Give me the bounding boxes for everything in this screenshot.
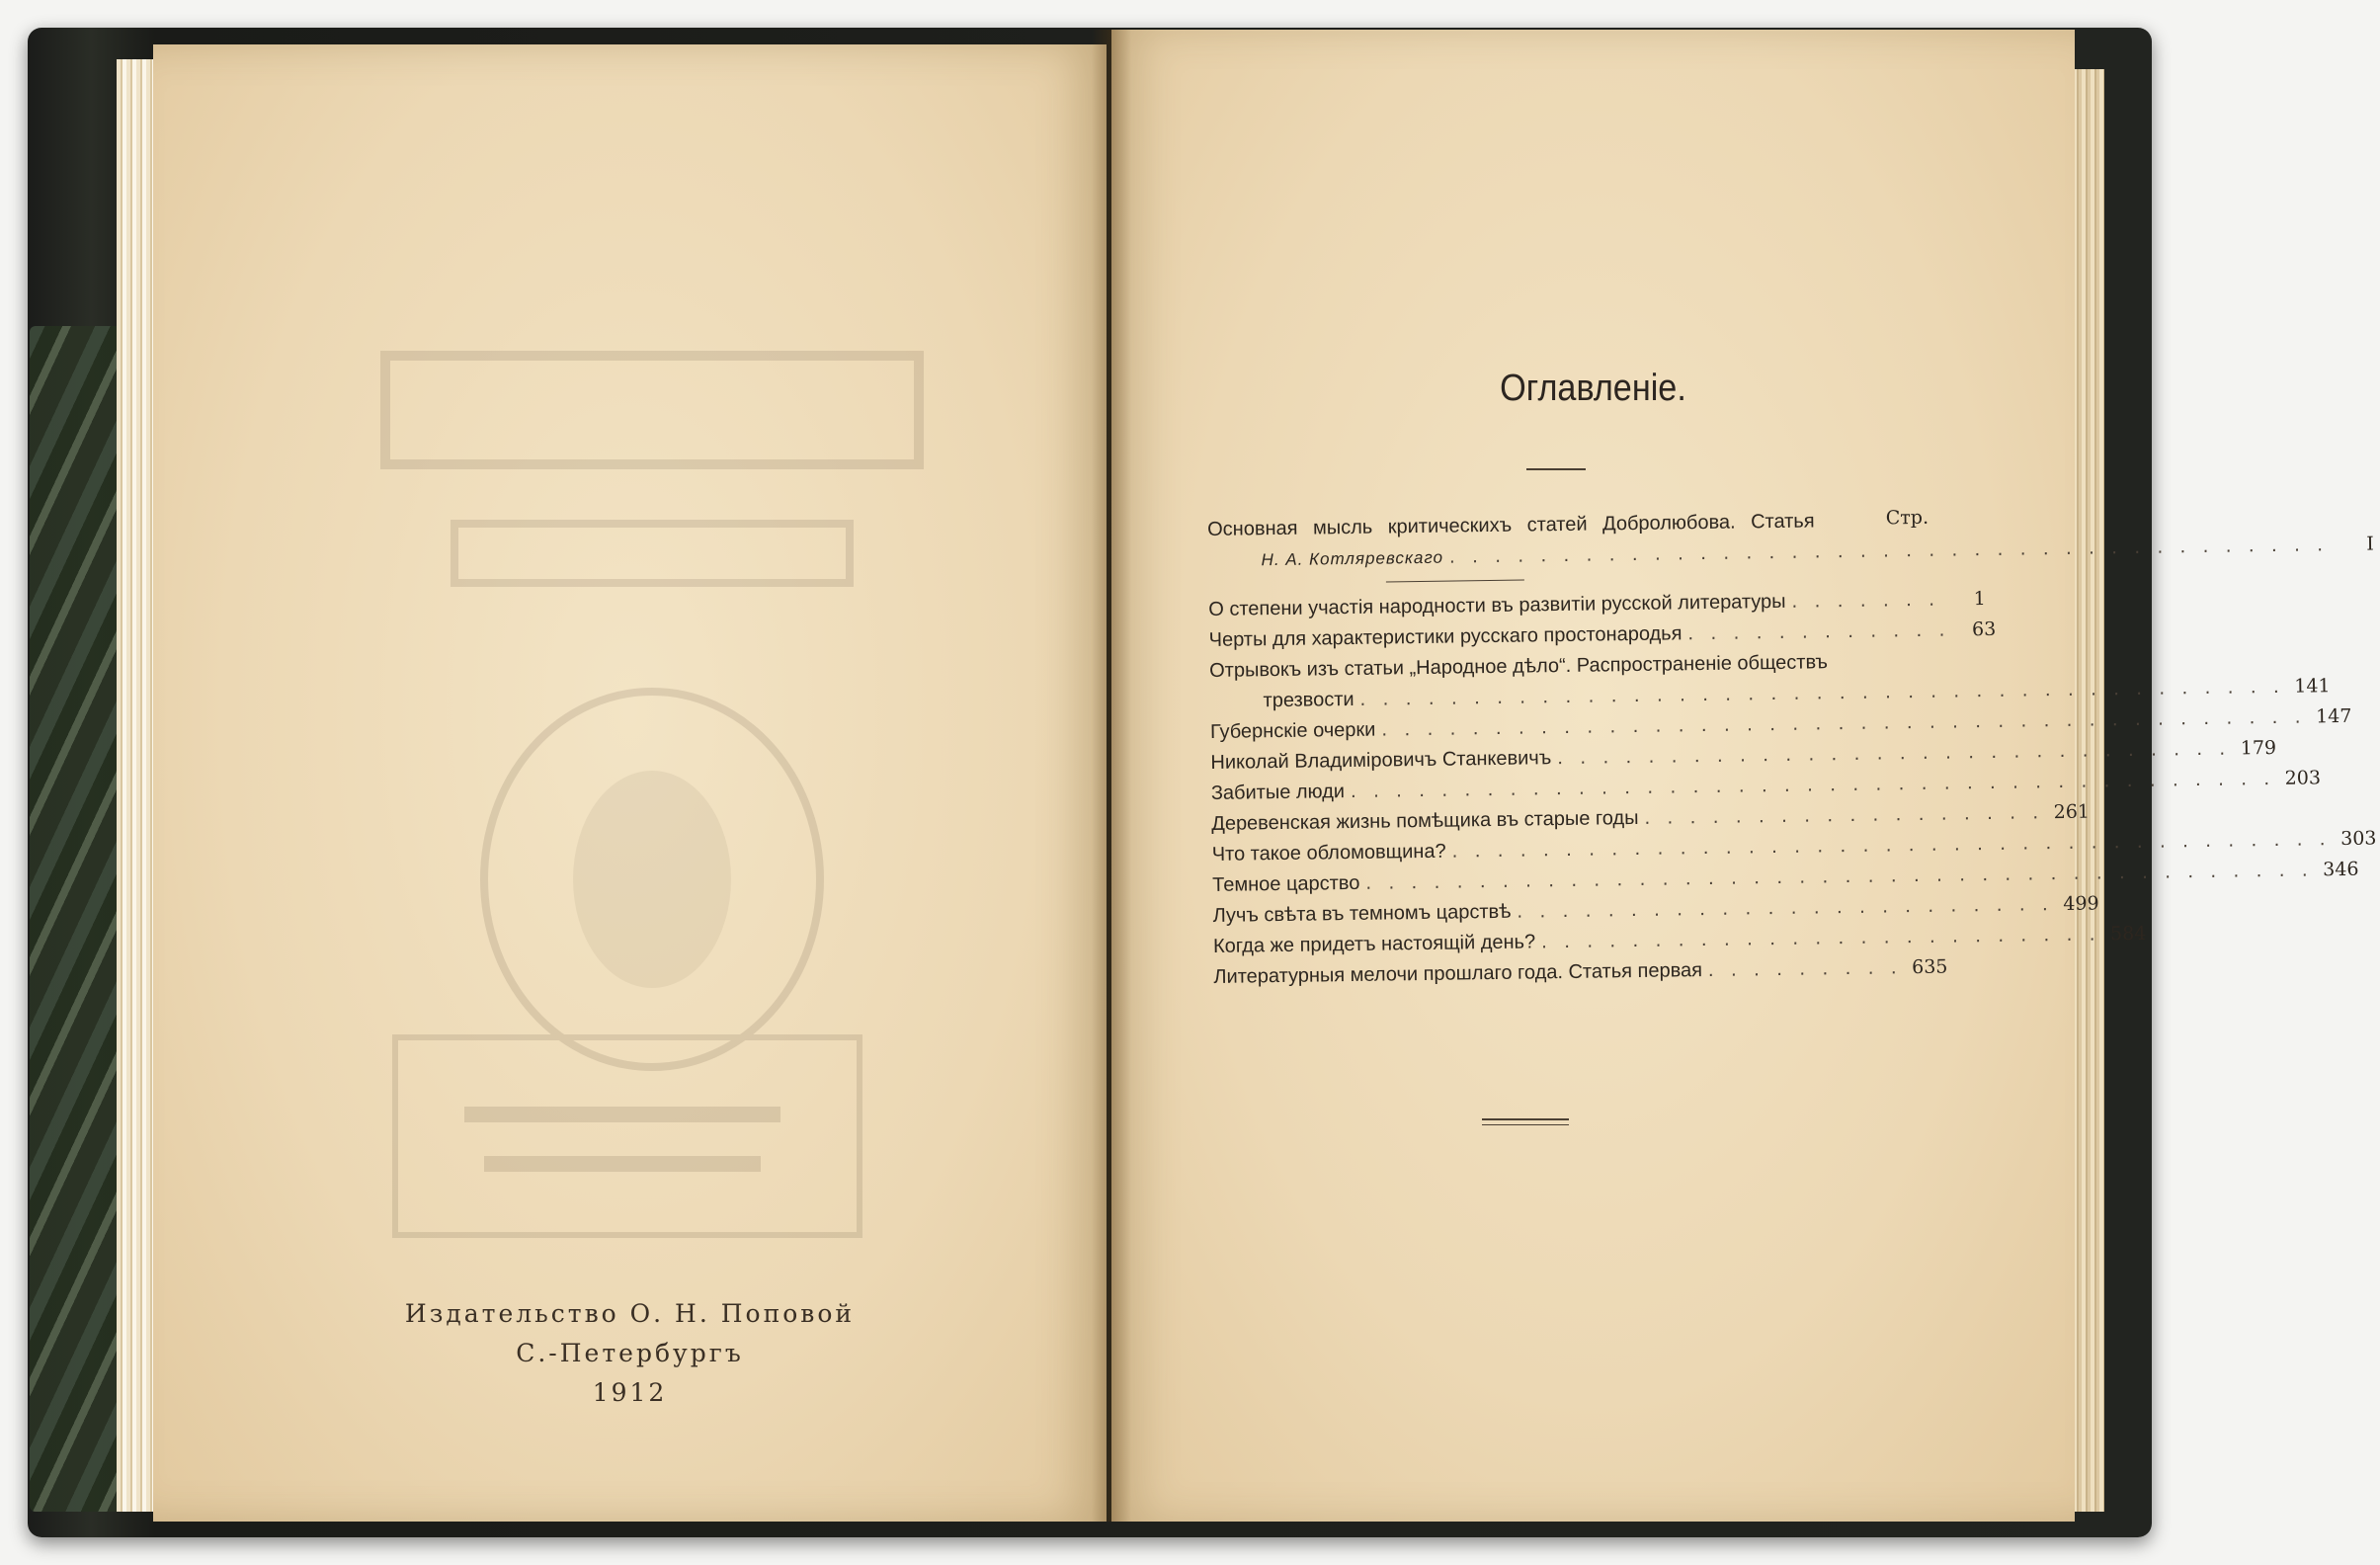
toc-entry-label: Литературныя мелочи прошлаго года. Статья первая [1213, 959, 1703, 988]
toc-entry-page: 584 [2109, 922, 2147, 946]
toc-entry-label: трезвости [1263, 688, 1354, 712]
toc-entry-page: 635 [1912, 955, 1948, 979]
dot-leader: . . . . . . . . . . . . . . . . . . . . . . . . . . . . . . . . . . . . . . . [1448, 534, 2329, 568]
closing-double-rule-top [1482, 1118, 1569, 1120]
toc-entry-label: Н. А. Котляревскаго [1261, 547, 1444, 570]
toc-entry-label: О степени участія народности въ развитіи русской литературы [1208, 590, 1786, 620]
toc-entry-page: 499 [2063, 892, 2099, 915]
page-column-header: Стр. [1885, 506, 1929, 530]
publisher-block [153, 1294, 1107, 1413]
toc-entry-page: 203 [2284, 767, 2322, 789]
publisher-name: Издательство О. Н. Поповой [404, 1299, 856, 1328]
toc-entry-label: Что такое обломовщина? [1211, 840, 1446, 865]
dot-leader: . . . . . . . . . . . . [1687, 618, 1951, 645]
toc-entry-page: 63 [1971, 618, 1997, 641]
toc-entry-label: Губернскіе очерки [1209, 718, 1376, 743]
toc-entry-label: Темное царство [1212, 871, 1360, 896]
toc-entry-page: 1 [1973, 588, 1986, 611]
dot-leader: . . . . . . . . . . . . . . . . . . . . . . . . . [1540, 923, 2101, 953]
toc-entry-page: 261 [2053, 800, 2091, 824]
toc-entry-label: Основная мысль критическихъ статей Добролюбова. Статья [1207, 510, 1815, 540]
publisher-city: С.-Петербургъ [516, 1339, 744, 1367]
toc-title: Оглавленіе. [1500, 368, 1686, 409]
toc-entry-label: Черты для характеристики русскаго простонародья [1208, 622, 1682, 651]
dot-leader: . . . . . . . . . . . . . . . . . . . . . . . . . . . . . . . . . . . . . . . . . [1359, 675, 2285, 710]
toc-entry-label: Отрывокъ изъ статьи „Народное дѣло“. Распространеніе обществъ [1208, 651, 1829, 682]
dot-leader: . . . . . . . [1791, 588, 1940, 613]
show-through-title-page [375, 326, 929, 1245]
table-of-contents [1207, 506, 2377, 997]
toc-entry-page: 346 [2323, 858, 2359, 881]
toc-entry-page: 147 [2315, 704, 2352, 728]
toc-entry-label: Забитые люди [1210, 781, 1346, 804]
title-rule [1526, 468, 1586, 470]
dot-leader: . . . . . . . . . . . . . . . . . . . . . . . . . . . . . . . . . . . . . . . . . . [1365, 859, 2314, 894]
dot-leader: . . . . . . . . . . . . . . . . . . [1644, 801, 2045, 829]
toc-entry-label: Николай Владиміровичъ Станкевичъ [1210, 747, 1552, 774]
toc-entry-page: I [2366, 533, 2374, 555]
toc-entry-label: Деревенская жизнь помѣщика въ старые годы [1211, 806, 1639, 835]
dot-leader: . . . . . . . . . . . . . . . . . . . . . . . . . . . . . . [1557, 737, 2232, 770]
dot-leader: . . . . . . . . . . . . . . . . . . . . . . . . . . . . . . . . . . . . . . . . . [1350, 767, 2276, 803]
dot-leader: . . . . . . . . . . . . . . . . . . . . . . . . [1517, 893, 2054, 923]
closing-double-rule-bottom [1482, 1124, 1569, 1125]
toc-entry-page: 141 [2294, 675, 2331, 698]
dot-leader: . . . . . . . . . . . . . . . . . . . . . . . . . . . . . . . . . . . . . . . [1451, 828, 2332, 863]
toc-entry-page: 179 [2240, 736, 2277, 760]
dot-leader: . . . . . . . . . [1707, 956, 1903, 981]
toc-entry-label: Когда же придетъ настоящій день? [1212, 931, 1536, 957]
publication-year: 1912 [592, 1378, 668, 1407]
dot-leader: . . . . . . . . . . . . . . . . . . . . . . . . . . . . . . . . . . . . . . . . . [1381, 705, 2307, 741]
toc-entry-label: Лучъ свѣта въ темномъ царствѣ [1212, 900, 1512, 927]
toc-entry-page: 303 [2339, 827, 2377, 851]
